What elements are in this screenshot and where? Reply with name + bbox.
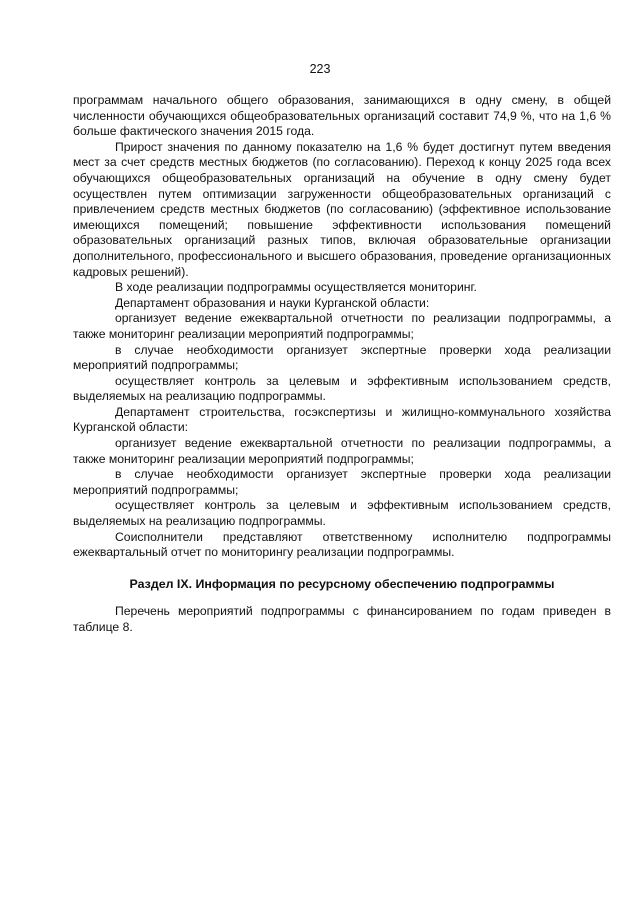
page-number: 223 bbox=[309, 62, 331, 76]
section-heading: Раздел IX. Информация по ресурсному обеспечению подпрограммы bbox=[129, 576, 555, 591]
document-body bbox=[73, 93, 611, 636]
paragraph-10: в случае необходимости организует экспертные проверки хода реализации мероприятий подпрограммы; bbox=[73, 467, 611, 497]
paragraph-5: организует ведение ежеквартальной отчетности по реализации подпрограммы, а также мониторинг реализации мероприятий подпрограммы; bbox=[73, 311, 611, 341]
paragraph-12: Соисполнители представляют ответственному исполнителю подпрограммы ежеквартальный отчет по мониторингу реализации подпрограммы. bbox=[73, 529, 611, 560]
paragraph-8: Департамент строительства, госэкспертизы и жилищно-коммунального хозяйства Курганской области: bbox=[73, 404, 611, 435]
paragraph-9: организует ведение ежеквартальной отчетности по реализации подпрограммы, а также мониторинг реализации мероприятий подпрограммы; bbox=[73, 436, 611, 466]
paragraph-7: осуществляет контроль за целевым и эффективным использованием средств, выделяемых на реализацию подпрограммы. bbox=[73, 373, 611, 404]
paragraph-3: В ходе реализации подпрограммы осуществляется мониторинг. bbox=[115, 280, 477, 295]
paragraph-1: программам начального общего образования, занимающихся в одну смену, в общей численности обучающихся общеобразовательных организаций составит 74,9 %, что на 1,6 % больше фактического значения 2015 года. bbox=[73, 93, 611, 139]
paragraph-4: Департамент образования и науки Курганской области: bbox=[115, 295, 430, 310]
paragraph-11: осуществляет контроль за целевым и эффективным использованием средств, выделяемых на реализацию подпрограммы. bbox=[73, 498, 611, 529]
closing-paragraph: Перечень мероприятий подпрограммы с финансированием по годам приведен в таблице 8. bbox=[73, 604, 611, 634]
paragraph-6: в случае необходимости организует экспертные проверки хода реализации мероприятий подпрограммы; bbox=[73, 342, 611, 373]
paragraph-2: Прирост значения по данному показателю на 1,6 % будет достигнут путем введения мест за счет средств местных бюджетов (по согласованию). Переход к концу 2025 года всех обучающихся общеобразовательных организаций на обучение в одну смену будет осуществлен путем оптимизации загруженности общеобразовательных организаций с привлечением средств местных бюджетов (по согласованию) (эффективное использование имеющихся помещений; повышение эффективности использования помещений образовательных организаций разных типов, включая образовательные организации дополнительного, профессионального и высшего образования, проведение организационных кадровых решений). bbox=[73, 139, 611, 279]
